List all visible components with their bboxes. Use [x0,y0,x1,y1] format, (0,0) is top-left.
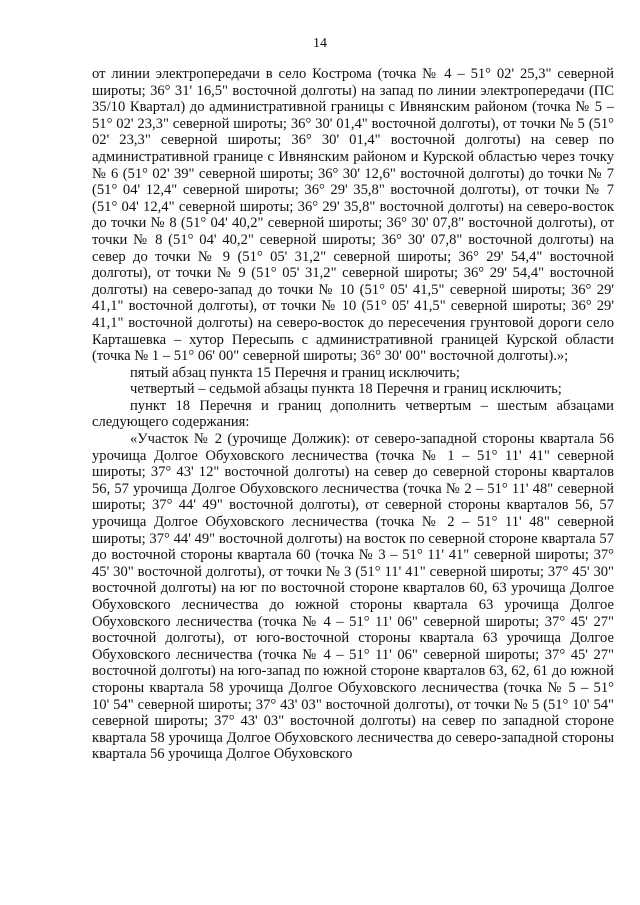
paragraph-exclude-point-15: пятый абзац пункта 15 Перечня и границ исключить; [130,364,460,381]
paragraph-boundary-description-end: от линии электропередачи в село Кострома (точка № 4 – 51° 02' 25,3" северной широты; 36° 31' 16,5" восточной долготы) на запад по линии электропередачи (ПС 35/10 Квартал) до административной границы с Ивнянским районом (точка № 5 – 51° 02' 23,3" северной широты; 36° 30' 01,4" восточной долготы), от точки № 5 (51° 02' 23,3" северной широты; 36° 30' 01,4" восточной долготы) на север по административной границе с Ивнянским районом и Курской областью через точку № 6 (51° 02' 39" северной широты; 36° 30' 12,6" восточной долготы) до точки № 7 (51° 04' 12,4" северной широты; 36° 29' 35,8" восточной долготы), от точки № 7 (51° 04' 12,4" северной широты; 36° 29' 35,8" восточной долготы) на северо-восток до точки № 8 (51° 04' 40,2" северной широты; 36° 30' 07,8" восточной долготы), от точки № 8 (51° 04' 40,2" северной широты; 36° 30' 07,8" восточной долготы) на север до точки № 9 (51° 05' 31,2" северной широты; 36° 29' 54,4" восточной долготы), от точки № 9 (51° 05' 31,2" северной широты; 36° 29' 54,4" восточной долготы) на северо-запад до точки № 10 (51° 05' 41,5" северной широты; 36° 29' 41,1" восточной долготы), от точки № 10 (51° 05' 41,5" северной широты; 36° 29' 41,1" восточной долготы) на северо-восток до пересечения грунтовой дороги село Карташевка – хутор Пересыпь с административной границей Курской области (точка № 1 – 51° 06' 00" северной широты; 36° 30' 00" восточной долготы).»; [92,66,614,365]
paragraph-section-2-description: «Участок № 2 (урочище Должик): от северо-западной стороны квартала 56 урочища Долгое Обуховского лесничества (точка № 1 – 51° 11' 41" северной широты; 37° 43' 12" восточной долготы) на север до северной стороны кварталов 56, 57 урочища Долгое Обуховского лесничества (точка № 2 – 51° 11' 48" северной широты; 37° 44' 49" восточной долготы), от северной стороны кварталов 56, 57 урочища Долгое Обуховского лесничества (точка № 2 – 51° 11' 48" северной широты; 37° 44' 49" восточной долготы) на восток по северной стороне квартала 57 до восточной стороны квартала 60 (точка № 3 – 51° 11' 41" северной широты; 37° 45' 30" восточной долготы), от точки № 3 (51° 11' 41" северной широты; 37° 45' 30" восточной долготы) на юг по восточной стороне кварталов 60, 63 урочища Долгое Обуховского лесничества до южной стороны квартала 63 урочища Долгое Обуховского лесничества (точка № 4 – 51° 11' 06" северной широты; 37° 45' 27" восточной долготы), от юго-восточной стороны квартала 63 урочища Долгое Обуховского лесничества (точка № 4 – 51° 11' 06" северной широты; 37° 45' 27" восточной долготы) на юго-запад по южной стороне кварталов 63, 62, 61 до южной стороны квартала 58 урочища Долгое Обуховского лесничества (точка № 5 – 51° 10' 54" северной широты; 37° 43' 03" восточной долготы), от точки № 5 (51° 10' 54" северной широты; 37° 43' 03" восточной долготы) на север по западной стороне квартала 58 урочища Долгое Обуховского лесничества до северо-западной стороны квартала 56 урочища Долгое Обуховского [92,431,614,763]
paragraph-exclude-point-18: четвертый – седьмой абзацы пункта 18 Перечня и границ исключить; [130,381,562,398]
document-body [92,66,614,763]
paragraph-supplement-point-18: пункт 18 Перечня и границ дополнить четвертым – шестым абзацами следующего содержания: [92,397,614,431]
page-number: 14 [313,36,327,51]
